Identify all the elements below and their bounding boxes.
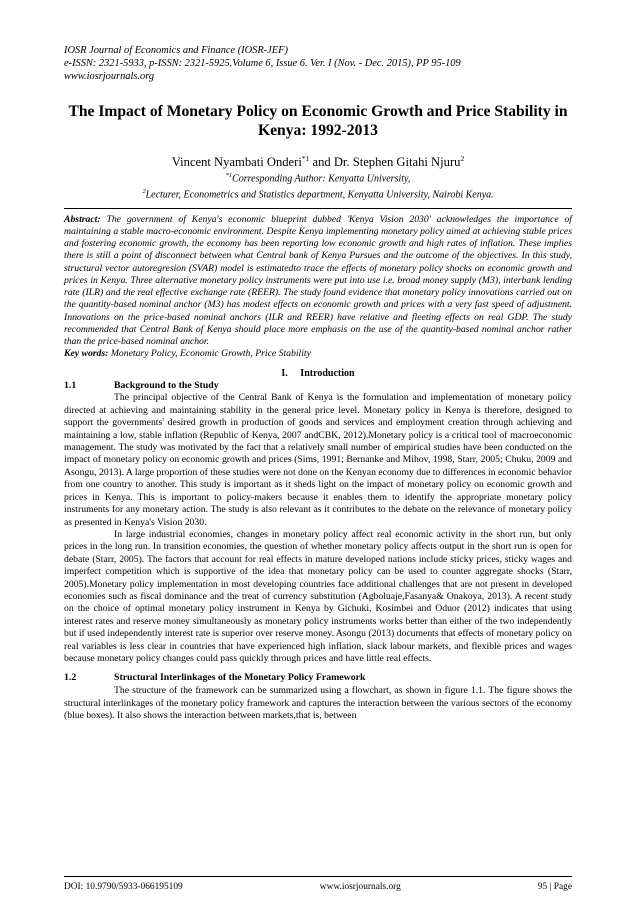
paper-title: The Impact of Monetary Policy on Economic Growth and Price Stability in Kenya: 1992-2013 bbox=[68, 102, 568, 139]
paragraph-1: The principal objective of the Central Bank of Kenya is the formulation and implementation of monetary policy directed at achieving and maintaining stability in the general price level. Monetary policy in Kenya is therefore, designed to support the governments' desired growth in production of goods and services and employment creation through achieving and maintaining a low, stable inflation (Republic of Kenya, 2007 andCBK, 2012).Monetary policy is a critical tool of macroeconomic management. The study was motivated by the fact that a relatively small number of empirical studies have been conducted on the impact of monetary policy on economic growth and prices (Sims, 1991; Bernanke and Mihov, 1998, Starr, 2005; Chuku, 2009 and Asongu, 2013). A large proportion of these studies were not done on the Kenyan economy due to differences in economic behavior from one country to another. This study is important as it sheds light on the impact of monetary policy on economic growth and prices in Kenya. This is important to policy-makers because it enables them to identify the appropriate monetary policy instruments for any monetary action. The study is also relevant as it contributes to the debate on the relevance of monetary policy as presented in Kenya's Vision 2030. bbox=[64, 392, 572, 528]
abstract-text: The government of Kenya's economic blueprint dubbed 'Kenya Vision 2030' acknowledges the importance of maintaining a stable macro-economic environment. Despite Kenya implementing monetary policy aimed at achieving stable prices and fostering economic growth, the economy has been reporting low economic growth and high rates of inflation. These implies there is still a point of disconnect between what Central bank of Kenya Pursues and the outcome of the objectives. In this study, structural vector autoregresion (SVAR) model is estimatedto trace the effects of monetary policy shocks on economic growth and prices in Kenya. Three alternative monetary policy instruments were put into use i.e. broad money supply (M3), interbank lending rate (ILR) and the real effective exchange rate (REER). The study found evidence that monetary policy innovations carried out on the quantity-based nominal anchor (M3) has modest effects on economic growth and prices with a very fast speed of adjustment. Innovations on the price-based nominal anchors (ILR and REER) have relative and fleeting effects on real GDP. The study recommended that Central Bank of Kenya should place more emphasis on the use of the quantity-based nominal anchor rather than the price-based nominal anchor. bbox=[64, 213, 572, 348]
author-2-sup: 2 bbox=[460, 153, 465, 163]
author-line bbox=[64, 151, 572, 170]
keywords-text: Monetary Policy, Economic Growth, Price Stability bbox=[108, 348, 311, 360]
abstract bbox=[64, 214, 572, 349]
author-1: Vincent Nyambati Onderi bbox=[171, 154, 302, 169]
affiliation-1-text: Corresponding Author: Kenyatta University, bbox=[232, 173, 411, 185]
author-1-sup: *1 bbox=[301, 153, 310, 163]
journal-name: IOSR Journal of Economics and Finance (IOSR-JEF) bbox=[64, 45, 288, 56]
author-2: and Dr. Stephen Gitahi Njuru bbox=[309, 154, 461, 169]
affiliation-1 bbox=[64, 170, 572, 186]
affiliation-2-text: Lecturer, Econometrics and Statistics department, Kenyatta University, Nairobi Kenya. bbox=[145, 189, 494, 201]
section-heading: I. Introduction bbox=[281, 367, 355, 379]
abstract-divider bbox=[64, 208, 572, 209]
page-footer bbox=[64, 876, 572, 893]
subsection-1-2 bbox=[64, 672, 572, 685]
journal-issn: e-ISSN: 2321-5933, p-ISSN: 2321-5925.Volume 6, Issue 6. Ver. I (Nov. - Dec. 2015), PP 95-109 bbox=[64, 58, 461, 70]
journal-website[interactable]: www.iosrjournals.org bbox=[64, 71, 155, 83]
paragraph-3: The structure of the framework can be summarized using a flowchart, as shown in figure 1.1. The figure shows the structural interlinkages of the monetary policy framework and captures the interaction between the various sectors of the economy (blue boxes). It also shows the interaction between markets,that is, between bbox=[64, 685, 572, 721]
paper-page bbox=[64, 44, 572, 722]
abstract-label: Abstract: bbox=[64, 213, 101, 225]
subsection-1-2-title: Structural Interlinkages of the Monetary Policy Framework bbox=[114, 672, 366, 684]
subsection-1-2-number: 1.2 bbox=[64, 672, 77, 684]
subsection-1-1 bbox=[64, 380, 572, 393]
footer-page-number: 95 | Page bbox=[537, 882, 572, 892]
affiliation-2-sup: 2 bbox=[142, 187, 146, 195]
affiliation-1-sup: *1 bbox=[225, 171, 233, 179]
keywords bbox=[64, 348, 572, 360]
footer-site[interactable]: www.iosrjournals.org bbox=[319, 882, 401, 892]
journal-header bbox=[64, 44, 572, 84]
subsection-1-1-number: 1.1 bbox=[64, 379, 77, 391]
affiliation-2 bbox=[64, 186, 572, 202]
footer-doi: DOI: 10.9790/5933-066195109 bbox=[64, 882, 183, 892]
keywords-label: Key words: bbox=[64, 348, 109, 360]
paragraph-2: In large industrial economies, changes in monetary policy affect real economic activity in the short run, but only prices in the long run. In transition economies, the question of whether monetary policy affects output in the short run is open for debate (Starr, 2005). The factors that account for real effects in mature developed nations include sticky prices, sticky wages and imperfect competition which is supportive of the idea that monetary policy can be used to counter aggregate shocks (Starr, 2005).Monetary policy implementation in most developing countries face additional challenges that are not present in developed economies such as fiscal dominance and the treat of currency substitution (Agboluaje,Fasanya& Onakoya, 2013). A recent study on the choice of optimal monetary policy instrument in Kenya by Gichuki, Kosimbei and Oduor (2012) indicates that using interest rates and reserve money simultaneously as monetary policy instruments works better than either of the two independently but if used independently interest rate is superior over reserve money. Asongu (2013) documents that effects of monetary policy on real variables is less clear in countries that have experienced high inflation, slack labour markets, and flexible prices and wages because monetary policy changes could pass quickly through prices and have little real effects. bbox=[64, 528, 572, 664]
subsection-1-1-title: Background to the Study bbox=[114, 379, 219, 391]
